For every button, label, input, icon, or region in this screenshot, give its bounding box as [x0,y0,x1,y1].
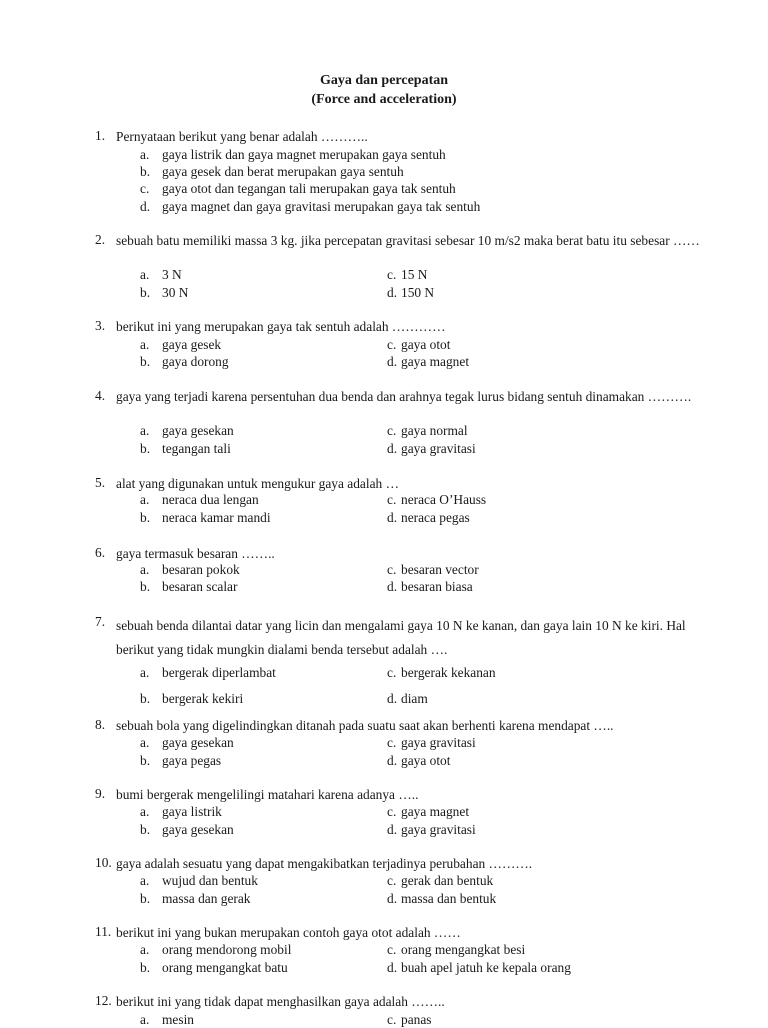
option-text: gaya listrik [162,804,222,819]
question-number: 4. [95,388,106,403]
option-letter: c. [387,665,397,680]
question-stem: sebuah benda dilantai datar yang licin dan mengalami gaya 10 N ke kanan, dan gaya lain 10 N ke kiri. Hal berikut yang tidak mungkin dialami benda tersebut adalah …. [116,618,686,657]
question-number: 10. [95,855,112,870]
option-text: massa dan gerak [162,891,251,906]
option-text: tegangan tali [162,441,231,456]
option-letter: b. [140,285,151,300]
question-stem: berikut ini yang tidak dapat menghasilkan gaya adalah …….. [116,994,445,1009]
option-text: panas [401,1012,432,1027]
question-number: 3. [95,318,106,333]
option-letter: a. [140,1012,150,1027]
option-letter: c. [387,423,397,438]
page-subtitle: (Force and acceleration) [311,92,457,107]
question-stem: berikut ini yang merupakan gaya tak sentuh adalah ………… [116,319,446,334]
option-letter: d. [387,691,398,706]
option-text: neraca dua lengan [162,492,259,507]
option-text: buah apel jatuh ke kepala orang [401,960,571,975]
option-text: gaya magnet [401,804,470,819]
option-text: neraca kamar mandi [162,510,271,525]
option-text: gaya gesek dan berat merupakan gaya sentuh [162,164,404,179]
option-letter: a. [140,735,150,750]
option-letter: b. [140,891,151,906]
option-letter: a. [140,942,150,957]
option-letter: c. [387,562,397,577]
option-letter: d. [387,285,398,300]
question-number: 1. [95,128,106,143]
option-letter: d. [387,510,398,525]
question-stem: bumi bergerak mengelilingi matahari karena adanya ….. [116,787,419,802]
question-stem: sebuah batu memiliki massa 3 kg. jika percepatan gravitasi sebesar 10 m/s2 maka berat batu itu sebesar …… [116,233,700,248]
option-letter: a. [140,423,150,438]
question-number: 2. [95,232,106,247]
option-letter: b. [140,441,151,456]
option-text: bergerak kekiri [162,691,244,706]
question-stem: gaya termasuk besaran …….. [116,546,275,561]
option-text: gaya otot [401,337,451,352]
option-letter: c. [387,735,397,750]
option-letter: b. [140,579,151,594]
option-letter: d. [387,354,398,369]
option-text: gaya gesek [162,337,222,352]
option-text: neraca pegas [401,510,470,525]
option-letter: d. [387,891,398,906]
option-text: gaya magnet [401,354,470,369]
option-text: gaya normal [401,423,468,438]
option-text: besaran vector [401,562,479,577]
option-text: wujud dan bentuk [162,873,258,888]
option-letter: d. [387,753,398,768]
option-text: gerak dan bentuk [401,873,494,888]
page-title: Gaya dan percepatan [319,73,449,88]
option-text: 30 N [162,285,189,300]
option-text: besaran pokok [162,562,240,577]
option-letter: d. [387,822,398,837]
option-text: orang mengangkat besi [401,942,526,957]
option-letter: d. [387,579,398,594]
option-letter: b. [140,960,151,975]
option-text: bergerak diperlambat [162,665,276,680]
option-letter: b. [140,753,151,768]
option-letter: d. [387,441,398,456]
option-text: gaya gesekan [162,423,234,438]
option-letter: a. [140,665,150,680]
option-text: gaya otot [401,753,451,768]
question-number: 12. [95,993,112,1008]
option-text: neraca O’Hauss [401,492,487,507]
option-text: orang mengangkat batu [162,960,288,975]
option-text: gaya gravitasi [401,441,476,456]
option-letter: c. [387,804,397,819]
question-number: 6. [95,545,106,560]
question-number: 9. [95,786,106,801]
option-text: besaran scalar [162,579,238,594]
question-number: 8. [95,717,106,732]
question-number: 5. [95,475,106,490]
option-text: mesin [162,1012,194,1027]
option-text: gaya dorong [162,354,229,369]
question-stem: gaya adalah sesuatu yang dapat mengakibatkan terjadinya perubahan ………. [116,856,533,871]
option-text: besaran biasa [401,579,473,594]
option-letter: b. [140,510,151,525]
option-text: diam [401,691,428,706]
option-letter: a. [140,873,150,888]
option-letter: b. [140,822,151,837]
option-text: bergerak kekanan [401,665,496,680]
option-text: gaya magnet dan gaya gravitasi merupakan gaya tak sentuh [162,199,481,214]
option-text: massa dan bentuk [401,891,497,906]
option-letter: c. [140,181,150,196]
option-letter: a. [140,267,150,282]
option-letter: c. [387,942,397,957]
option-letter: c. [387,1012,397,1027]
option-letter: b. [140,354,151,369]
option-letter: a. [140,804,150,819]
option-text: orang mendorong mobil [162,942,292,957]
question-number: 11. [95,924,112,939]
option-letter: b. [140,691,151,706]
option-text: gaya otot dan tegangan tali merupakan gaya tak sentuh [162,181,456,196]
option-letter: a. [140,337,150,352]
option-letter: b. [140,164,151,179]
question-stem: sebuah bola yang digelindingkan ditanah pada suatu saat akan berhenti karena mendapat ….. [116,718,614,733]
option-text: 15 N [401,267,428,282]
option-text: gaya pegas [162,753,222,768]
question-stem: gaya yang terjadi karena persentuhan dua benda dan arahnya tegak lurus bidang sentuh dinamakan ………. [116,389,692,404]
option-text: gaya gravitasi [401,735,476,750]
option-text: gaya gravitasi [401,822,476,837]
option-letter: a. [140,147,150,162]
option-letter: d. [140,199,151,214]
question-stem: berikut ini yang bukan merupakan contoh gaya otot adalah …… [116,925,461,940]
question-number: 7. [95,614,106,629]
option-letter: a. [140,492,150,507]
option-letter: c. [387,492,397,507]
option-letter: c. [387,337,397,352]
question-stem: alat yang digunakan untuk mengukur gaya adalah … [116,476,399,491]
question-stem: Pernyataan berikut yang benar adalah ……….. [116,129,368,144]
option-letter: c. [387,873,397,888]
option-letter: a. [140,562,150,577]
option-text: gaya gesekan [162,735,234,750]
option-text: gaya listrik dan gaya magnet merupakan gaya sentuh [162,147,446,162]
option-text: 150 N [401,285,435,300]
option-letter: c. [387,267,397,282]
option-text: 3 N [162,267,182,282]
option-text: gaya gesekan [162,822,234,837]
option-letter: d. [387,960,398,975]
